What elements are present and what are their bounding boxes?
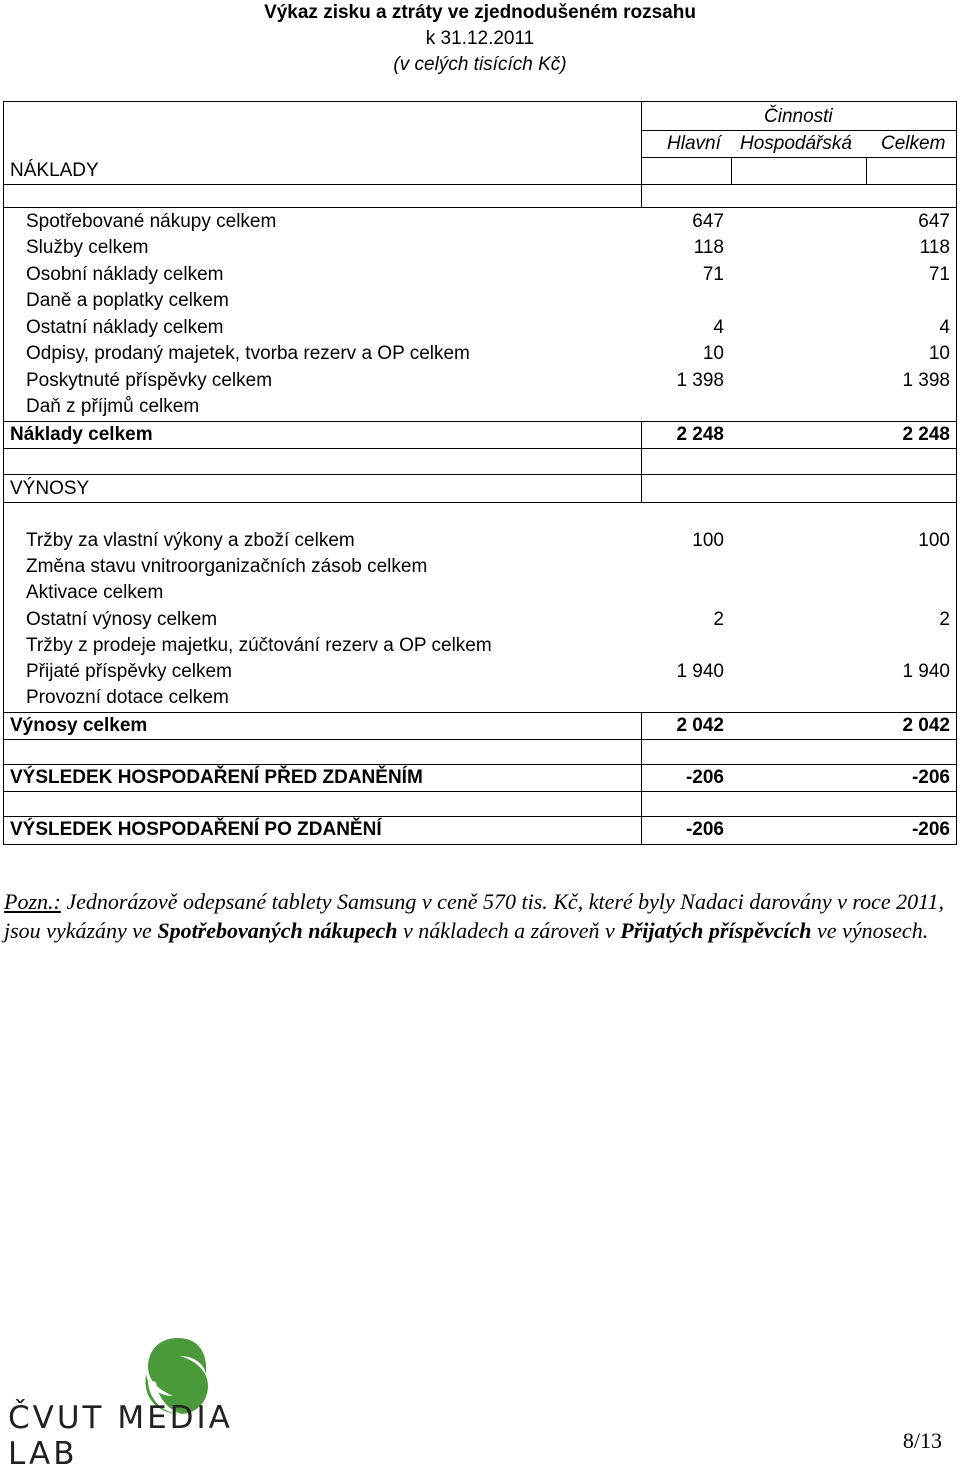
row-value-celkem: 71 [928,264,950,285]
row-value-hlavni: 71 [702,264,724,285]
row-label: Osobní náklady celkem [26,264,224,285]
row-value-hlavni: 4 [713,317,724,338]
row-rule [3,474,957,475]
row-label: Tržby z prodeje majetku, zúčtování rezerv a OP celkem [26,635,492,656]
row-label: Poskytnuté příspěvky celkem [26,370,273,391]
footnote-text: v nákladech a zároveň v [397,917,621,943]
row-rule [3,764,957,765]
footnote-text: Jednorázově odepsané tablety Samsung v ceně 570 tis. Kč, které byly Nadaci darovány v roce 2011, jsou vykázány ve [4,889,945,943]
row-rule [3,816,957,817]
footnote [4,888,954,945]
result-before-tax-hlavni: -206 [685,767,724,788]
section-title-naklady: NÁKLADY [10,160,99,181]
result-before-tax-label: VÝSLEDEK HOSPODAŘENÍ PŘED ZDANĚNÍM [10,767,423,788]
row-label: Přijaté příspěvky celkem [26,661,232,682]
row-label: Daň z příjmů celkem [26,396,200,417]
total-value-hlavni: 2 042 [676,715,724,736]
section-title-vynosy: VÝNOSY [10,478,90,499]
row-value-celkem: 647 [918,211,950,232]
total-label-vynosy: Výnosy celkem [10,715,148,736]
table-border-right [956,101,957,845]
table-border-left [3,101,4,845]
row-label: Provozní dotace celkem [26,687,229,708]
row-rule [3,502,957,503]
row-rule [3,739,957,740]
header-rule [3,184,957,185]
row-value-hlavni: 100 [692,530,724,551]
row-value-hlavni: 1 398 [676,370,724,391]
logo-wordmark: ČVUT MEDIA LAB [8,1400,233,1472]
row-value-celkem: 2 [939,609,950,630]
result-before-tax-celkem: -206 [911,767,950,788]
row-label: Aktivace celkem [26,582,164,603]
row-rule [3,712,957,713]
header-divider [731,157,732,184]
row-value-celkem: 4 [939,317,950,338]
column-header-hlavni: Hlavní [667,133,721,154]
header-divider [866,157,867,184]
report-date: k 31.12.2011 [425,28,535,49]
column-header-hospodarska: Hospodářská [740,133,852,154]
header-rule [3,207,957,208]
report-unit: (v celých tisících Kč) [393,54,567,75]
row-value-hlavni: 2 [713,609,724,630]
total-value-hlavni: 2 248 [676,424,724,445]
row-value-celkem: 118 [919,237,950,258]
row-value-hlavni: 647 [692,211,724,232]
row-label: Ostatní výnosy celkem [26,609,218,630]
total-value-celkem: 2 042 [902,715,950,736]
row-label: Služby celkem [26,237,149,258]
page-number: 8/13 [902,1428,942,1453]
total-label-naklady: Náklady celkem [10,424,153,445]
row-value-celkem: 1 398 [902,370,950,391]
report-title: Výkaz zisku a ztráty ve zjednodušeném rozsahu [264,2,696,23]
row-label: Změna stavu vnitroorganizačních zásob celkem [26,556,428,577]
footnote-text: ve výnosech. [811,917,929,943]
row-label: Tržby za vlastní výkony a zboží celkem [26,530,355,551]
cvut-media-lab-logo [8,1330,308,1472]
footnote-prefix: Pozn.: [4,889,61,914]
row-divider [641,421,642,502]
row-label: Odpisy, prodaný majetek, tvorba rezerv a OP celkem [26,343,470,364]
result-after-tax-hlavni: -206 [685,819,724,840]
row-label: Daně a poplatky celkem [26,290,229,311]
header-rule [641,130,957,131]
total-value-celkem: 2 248 [902,424,950,445]
row-label: Ostatní náklady celkem [26,317,224,338]
row-value-hlavni: 1 940 [676,661,724,682]
column-header-celkem: Celkem [881,133,946,154]
footnote-emphasis: Spotřebovaných nákupech [157,917,398,943]
row-label: Spotřebované nákupy celkem [26,211,277,232]
row-value-hlavni: 118 [693,237,724,258]
row-value-celkem: 100 [918,530,950,551]
row-rule [3,791,957,792]
row-value-hlavni: 10 [702,343,724,364]
table-border-top [3,101,957,102]
footnote-emphasis: Přijatých příspěvcích [620,917,812,943]
column-group-header: Činnosti [764,106,833,127]
row-value-celkem: 10 [928,343,950,364]
result-after-tax-label: VÝSLEDEK HOSPODAŘENÍ PO ZDANĚNÍ [10,819,382,840]
table-border-bottom [3,844,957,845]
row-value-celkem: 1 940 [902,661,950,682]
result-after-tax-celkem: -206 [911,819,950,840]
row-rule [3,448,957,449]
header-rule [641,157,957,158]
header-divider [641,101,642,207]
row-rule [3,421,957,422]
row-divider [641,712,642,845]
